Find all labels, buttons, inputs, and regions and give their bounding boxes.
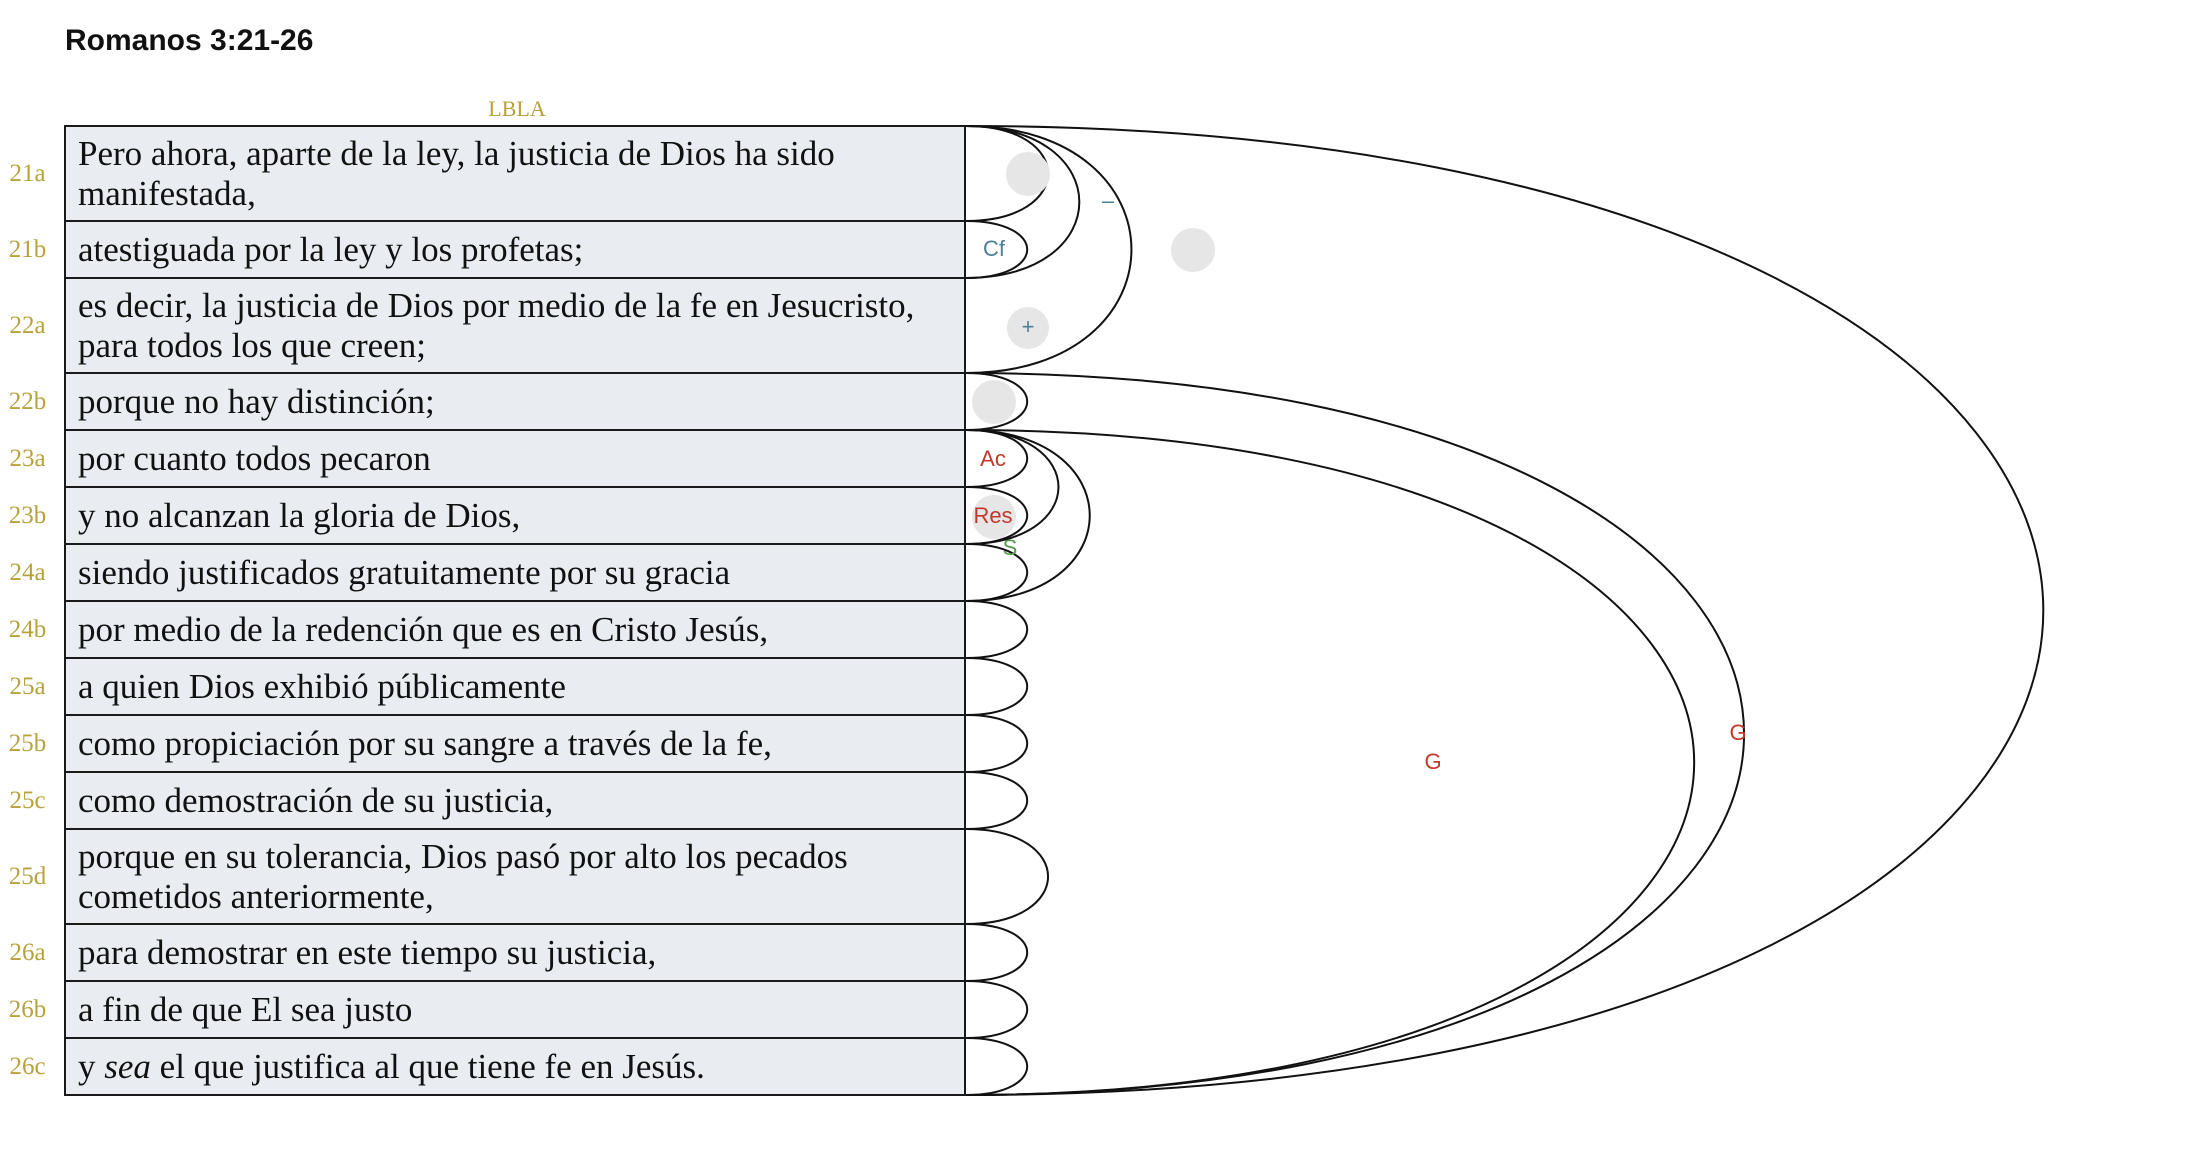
verse-ref: 26a xyxy=(9,938,46,966)
verse-ref: 24b xyxy=(8,615,47,643)
verse-text-part: y xyxy=(78,1046,105,1086)
arc-label: S xyxy=(1002,534,1018,560)
verse-text: por medio de la redención que es en Cristo Jesús, xyxy=(78,609,769,649)
verse-text: es decir, la justicia de Dios por medio de la fe en Jesucristo, para todos los que creen; xyxy=(78,285,915,365)
arc-label: – xyxy=(1101,187,1115,213)
verse-text-italic: sea xyxy=(104,1046,151,1086)
verse-ref: 21a xyxy=(9,159,46,187)
relation-arc xyxy=(966,981,1027,1038)
verse-ref: 26b xyxy=(8,995,47,1023)
verse-text: como demostración de su justicia, xyxy=(78,780,554,820)
verse-text: a fin de que El sea justo xyxy=(78,989,413,1029)
verse-ref: 23a xyxy=(9,444,46,472)
verse-ref: 22a xyxy=(9,311,46,339)
arc-node-marker xyxy=(972,380,1016,424)
relation-arc xyxy=(966,601,1027,658)
relation-arc xyxy=(966,658,1027,715)
verse-ref: 25b xyxy=(8,729,47,757)
relation-arc xyxy=(966,373,1747,1095)
relation-arc xyxy=(966,1038,1027,1095)
relation-arc xyxy=(966,715,1027,772)
verse-text: porque no hay distinción; xyxy=(78,381,435,421)
verse-ref: 23b xyxy=(8,501,47,529)
arc-label: Cf xyxy=(983,235,1005,261)
arc-label: Res xyxy=(973,502,1013,528)
arc-label: G xyxy=(1424,748,1442,774)
arc-label: G xyxy=(1729,719,1747,745)
verse-text: para demostrar en este tiempo su justicia, xyxy=(78,932,657,972)
verse-text: siendo justificados gratuitamente por su gracia xyxy=(78,552,731,592)
verse-text: como propiciación por su sangre a través de la fe, xyxy=(78,723,772,763)
verse-text: porque en su tolerancia, Dios pasó por alto los pecados cometidos anteriormente, xyxy=(78,836,848,916)
relation-arc xyxy=(966,126,2043,1095)
verse-text: atestiguada por la ley y los profetas; xyxy=(78,229,584,269)
translation-label: LBLA xyxy=(488,96,546,121)
verse-ref: 25c xyxy=(9,786,46,814)
verse-ref: 26c xyxy=(9,1052,46,1080)
relation-arc xyxy=(966,544,1027,601)
verse-ref: 25d xyxy=(8,862,47,890)
verse-ref: 24a xyxy=(9,558,46,586)
arc-label: Ac xyxy=(980,445,1006,471)
verse-text: por cuanto todos pecaron xyxy=(78,438,431,478)
verse-text: a quien Dios exhibió públicamente xyxy=(78,666,566,706)
relation-arc xyxy=(966,924,1027,981)
verse-ref: 22b xyxy=(8,387,47,415)
verse-ref: 25a xyxy=(9,672,46,700)
arc-label: + xyxy=(1021,313,1035,339)
relation-arc xyxy=(966,772,1027,829)
relation-arc xyxy=(966,430,1694,1095)
arc-node-marker xyxy=(1006,152,1050,196)
arc-node-marker xyxy=(1171,228,1215,272)
relation-arc xyxy=(966,829,1048,924)
verse-text-part: el que justifica al que tiene fe en Jesús. xyxy=(150,1046,705,1086)
verse-ref: 21b xyxy=(8,235,47,263)
verse-text: Pero ahora, aparte de la ley, la justicia de Dios ha sido manifestada, xyxy=(78,133,835,213)
verse-text: y no alcanzan la gloria de Dios, xyxy=(78,495,521,535)
page-title: Romanos 3:21-26 xyxy=(65,24,314,57)
